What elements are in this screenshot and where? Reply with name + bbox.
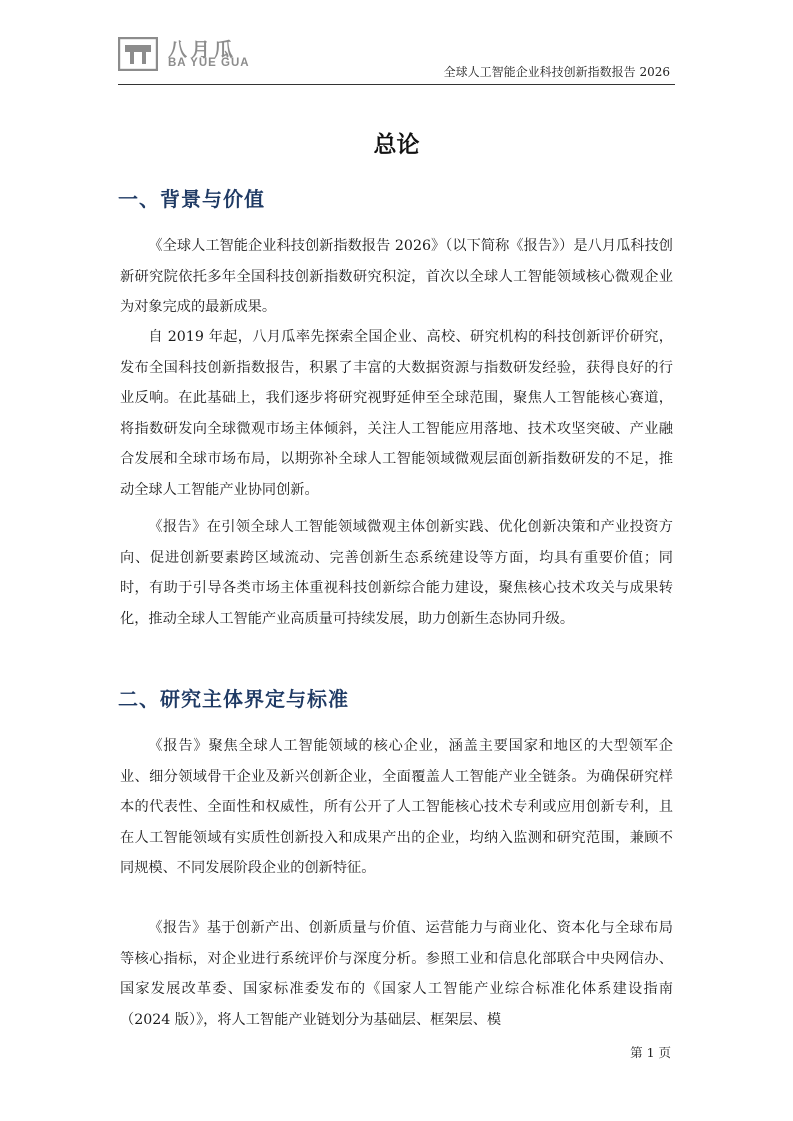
bayuegua-logo-icon: [118, 37, 158, 71]
section-heading-background: 一、背景与价值: [118, 187, 265, 211]
header-divider: [118, 84, 675, 85]
section-heading-subject-definition: 二、研究主体界定与标准: [118, 687, 349, 711]
paragraph: 自 2019 年起，八月瓜率先探索全国企业、高校、研究机构的科技创新评价研究，发布全国科技创新指数报告，积累了丰富的大数据资源与指数研发经验，获得良好的行业反响。在此基础上，我们逐步将研究视野延伸至全球范围，聚焦人工智能核心赛道，将指数研发向全球微观市场主体倾斜，关注人工智能应用落地、技术攻坚突破、产业融合发展和全球市场布局，以期弥补全球人工智能领域微观层面创新指数研发的不足，推动全球人工智能产业协同创新。: [120, 329, 673, 498]
paragraph: 《报告》在引领全球人工智能领域微观主体创新实践、优化创新决策和产业投资方向、促进创新要素跨区域流动、完善创新生态系统建设等方面，均具有重要价值；同时，有助于引导各类市场主体重视科技创新综合能力建设，聚焦核心技术攻关与成果转化，推动全球人工智能产业高质量可持续发展，助力创新生态协同升级。: [120, 519, 673, 627]
page-header: [0, 0, 793, 90]
paragraph: 《全球人工智能企业科技创新指数报告 2026》（以下简称《报告》）是八月瓜科技创新研究院依托多年全国科技创新指数研究积淀，首次以全球人工智能领域核心微观企业为对象完成的最新成果。: [120, 238, 673, 315]
running-header-title: 全球人工智能企业科技创新指数报告 2026: [443, 65, 670, 79]
logo-chinese-text: 八月瓜: [168, 39, 238, 61]
page-number: 第 1 页: [630, 1045, 671, 1060]
logo-english-text: BA YUE GUA: [168, 57, 250, 69]
page-title: 总论: [373, 132, 420, 158]
paragraph: 《报告》基于创新产出、创新质量与价值、运营能力与商业化、资本化与全球布局等核心指标，对企业进行系统评价与深度分析。参照工业和信息化部联合中央网信办、国家发展改革委、国家标准委发布的《国家人工智能产业综合标准化体系建设指南（2024 版）》，将人工智能产业链划分为基础层、框架层、模: [120, 920, 673, 1028]
paragraph: 《报告》聚焦全球人工智能领域的核心企业，涵盖主要国家和地区的大型领军企业、细分领域骨干企业及新兴创新企业，全面覆盖人工智能产业全链条。为确保研究样本的代表性、全面性和权威性，所有公开了人工智能核心技术专利或应用创新专利，且在人工智能领域有实质性创新投入和成果产出的企业，均纳入监测和研究范围，兼顾不同规模、不同发展阶段企业的创新特征。: [120, 738, 673, 876]
